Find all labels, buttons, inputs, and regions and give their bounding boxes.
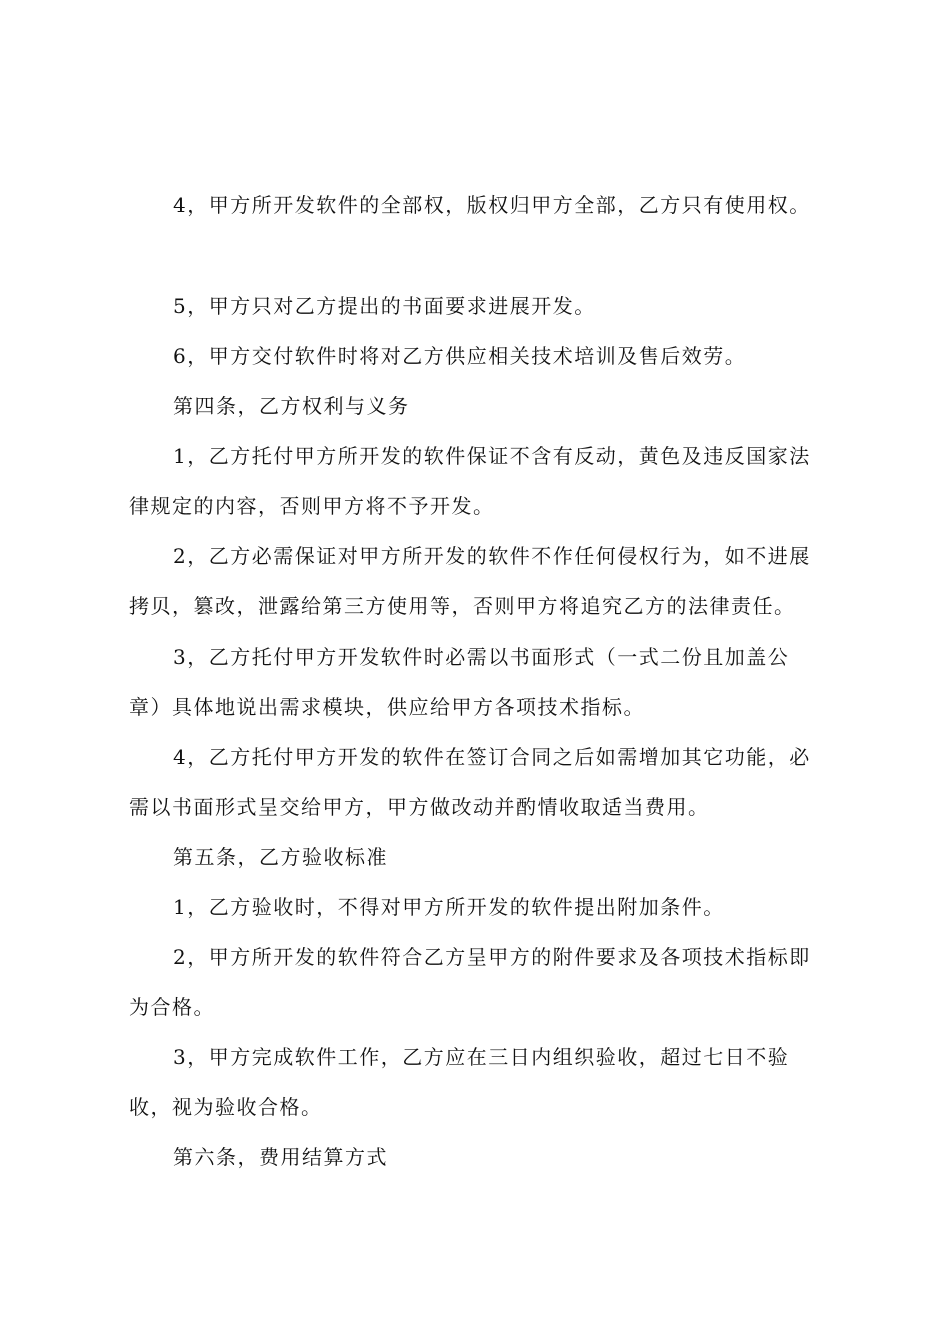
article-4-item-2-line-2: 拷贝，篡改，泄露给第三方使用等，否则甲方将追究乙方的法律责任。 <box>129 594 796 618</box>
article-4-item-1-line-1: 1，乙方托付甲方所开发的软件保证不含有反动，黄色及违反国家法 <box>173 444 811 468</box>
article-5-heading: 第五条，乙方验收标准 <box>173 845 388 869</box>
article-5-item-3-line-2: 收，视为验收合格。 <box>129 1095 323 1119</box>
clause-3-item-4: 4，甲方所开发软件的全部权，版权归甲方全部，乙方只有使用权。 <box>173 193 811 217</box>
article-5-item-2-line-1: 2，甲方所开发的软件符合乙方呈甲方的附件要求及各项技术指标即 <box>173 945 811 969</box>
article-5-item-2-line-2: 为合格。 <box>129 995 215 1019</box>
article-4-item-4-line-2: 需以书面形式呈交给甲方，甲方做改动并酌情收取适当费用。 <box>129 795 710 819</box>
article-6-heading: 第六条，费用结算方式 <box>173 1145 388 1169</box>
article-4-item-2-line-1: 2，乙方必需保证对甲方所开发的软件不作任何侵权行为，如不进展 <box>173 544 811 568</box>
clause-3-item-6: 6，甲方交付软件时将对乙方供应相关技术培训及售后效劳。 <box>173 344 747 368</box>
clause-3-item-5: 5，甲方只对乙方提出的书面要求进展开发。 <box>173 294 596 318</box>
article-4-item-3-line-2: 章）具体地说出需求模块，供应给甲方各项技术指标。 <box>129 695 645 719</box>
article-4-item-3-line-1: 3，乙方托付甲方开发软件时必需以书面形式（一式二份且加盖公 <box>173 645 790 669</box>
article-4-item-4-line-1: 4，乙方托付甲方开发的软件在签订合同之后如需增加其它功能，必 <box>173 745 811 769</box>
article-5-item-1: 1，乙方验收时，不得对甲方所开发的软件提出附加条件。 <box>173 895 725 919</box>
article-5-item-3-line-1: 3，甲方完成软件工作，乙方应在三日内组织验收，超过七日不验 <box>173 1045 790 1069</box>
article-4-heading: 第四条，乙方权利与义务 <box>173 394 410 418</box>
article-4-item-1-line-2: 律规定的内容，否则甲方将不予开发。 <box>129 494 495 518</box>
